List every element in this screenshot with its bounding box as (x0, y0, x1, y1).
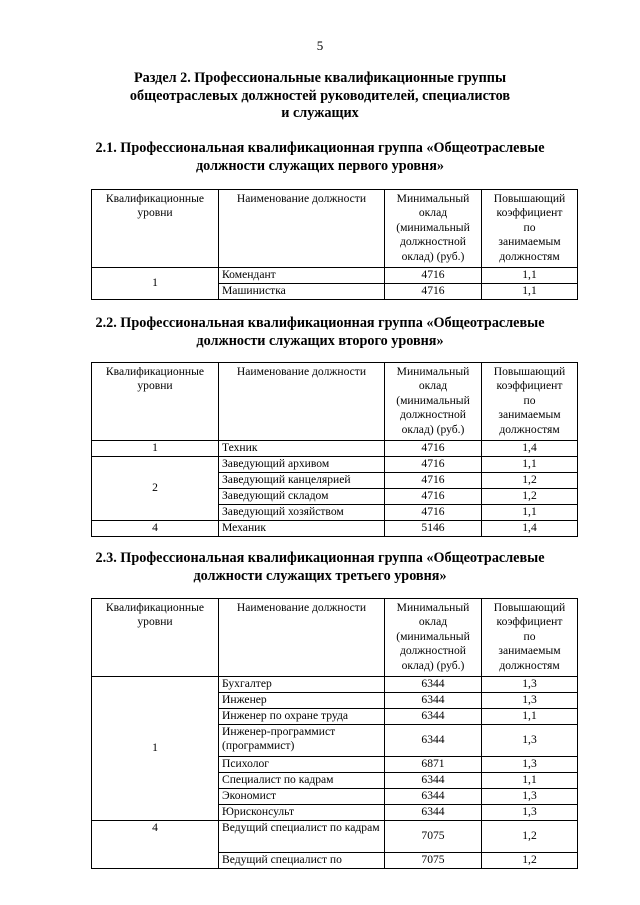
header-level: Квалификационные уровни (92, 190, 219, 268)
coef-cell: 1,3 (482, 677, 578, 693)
coef-cell: 1,2 (482, 473, 578, 489)
salary-cell: 6344 (385, 773, 482, 789)
header-coef: Повышающий коэффициент по занимаемым должностям (482, 599, 578, 677)
salary-cell: 4716 (385, 268, 482, 284)
header-name: Наименование должности (219, 190, 385, 268)
coef-cell: 1,1 (482, 268, 578, 284)
header-salary: Минимальный оклад (минимальный должностной оклад) (руб.) (385, 599, 482, 677)
table-header-row (92, 190, 578, 268)
position-name: Механик (219, 521, 385, 537)
header-name: Наименование должности (219, 363, 385, 441)
coef-cell: 1,3 (482, 789, 578, 805)
position-name: Техник (219, 441, 385, 457)
coef-cell: 1,3 (482, 725, 578, 757)
position-name: Инженер (219, 693, 385, 709)
header-level: Квалификационные уровни (92, 363, 219, 441)
table-row (92, 268, 578, 284)
table-group-2-3 (91, 598, 578, 869)
coef-cell: 1,1 (482, 505, 578, 521)
header-salary: Минимальный оклад (минимальный должностной оклад) (руб.) (385, 363, 482, 441)
salary-cell: 4716 (385, 284, 482, 300)
group-title-2-3: 2.3. Профессиональная квалификационная группа «Общеотраслевые должности служащих третьего уровня» (95, 550, 545, 584)
position-name: Заведующий архивом (219, 457, 385, 473)
level-cell: 4 (92, 821, 219, 869)
salary-cell: 6344 (385, 709, 482, 725)
position-name: Инженер по охране труда (219, 709, 385, 725)
position-name: Ведущий специалист по (219, 853, 385, 869)
header-coef: Повышающий коэффициент по занимаемым должностям (482, 190, 578, 268)
level-cell: 4 (92, 521, 219, 537)
header-salary: Минимальный оклад (минимальный должностной оклад) (руб.) (385, 190, 482, 268)
position-name: Инженер-программист (программист) (219, 725, 385, 757)
position-name: Бухгалтер (219, 677, 385, 693)
coef-cell: 1,1 (482, 284, 578, 300)
group-title-2-2: 2.2. Профессиональная квалификационная группа «Общеотраслевые должности служащих второго уровня» (95, 315, 545, 349)
header-level: Квалификационные уровни (92, 599, 219, 677)
salary-cell: 6344 (385, 805, 482, 821)
table-header-row (92, 599, 578, 677)
position-name: Комендант (219, 268, 385, 284)
salary-cell: 6344 (385, 693, 482, 709)
salary-cell: 4716 (385, 441, 482, 457)
position-name: Заведующий хозяйством (219, 505, 385, 521)
coef-cell: 1,3 (482, 693, 578, 709)
table-group-2-1 (91, 189, 578, 300)
salary-cell: 6344 (385, 725, 482, 757)
position-name: Ведущий специалист по кадрам (219, 821, 385, 853)
position-name: Машинистка (219, 284, 385, 300)
coef-cell: 1,2 (482, 853, 578, 869)
position-name: Заведующий складом (219, 489, 385, 505)
position-name: Заведующий канцелярией (219, 473, 385, 489)
level-cell: 2 (92, 457, 219, 521)
table-header-row (92, 363, 578, 441)
section-title: Раздел 2. Профессиональные квалификационные группы общеотраслевых должностей руководителей, специалистов и служащих (129, 70, 511, 121)
salary-cell: 4716 (385, 489, 482, 505)
coef-cell: 1,1 (482, 709, 578, 725)
coef-cell: 1,2 (482, 821, 578, 853)
salary-cell: 7075 (385, 821, 482, 853)
coef-cell: 1,1 (482, 457, 578, 473)
position-name: Юрисконсульт (219, 805, 385, 821)
coef-cell: 1,3 (482, 805, 578, 821)
salary-cell: 4716 (385, 457, 482, 473)
header-name: Наименование должности (219, 599, 385, 677)
coef-cell: 1,4 (482, 441, 578, 457)
table-group-2-2 (91, 362, 578, 537)
level-cell: 1 (92, 268, 219, 300)
coef-cell: 1,2 (482, 489, 578, 505)
salary-cell: 6344 (385, 677, 482, 693)
salary-cell: 5146 (385, 521, 482, 537)
level-cell: 1 (92, 677, 219, 821)
coef-cell: 1,1 (482, 773, 578, 789)
coef-cell: 1,3 (482, 757, 578, 773)
position-name: Психолог (219, 757, 385, 773)
position-name: Специалист по кадрам (219, 773, 385, 789)
table-row (92, 677, 578, 693)
table-row (92, 521, 578, 537)
coef-cell: 1,4 (482, 521, 578, 537)
header-coef: Повышающий коэффициент по занимаемым должностям (482, 363, 578, 441)
table-row (92, 441, 578, 457)
level-cell: 1 (92, 441, 219, 457)
salary-cell: 7075 (385, 853, 482, 869)
table-row (92, 821, 578, 853)
salary-cell: 4716 (385, 505, 482, 521)
group-title-2-1: 2.1. Профессиональная квалификационная группа «Общеотраслевые должности служащих первого уровня» (95, 140, 545, 174)
page-number: 5 (316, 38, 324, 53)
salary-cell: 4716 (385, 473, 482, 489)
salary-cell: 6871 (385, 757, 482, 773)
salary-cell: 6344 (385, 789, 482, 805)
table-row (92, 457, 578, 473)
position-name: Экономист (219, 789, 385, 805)
